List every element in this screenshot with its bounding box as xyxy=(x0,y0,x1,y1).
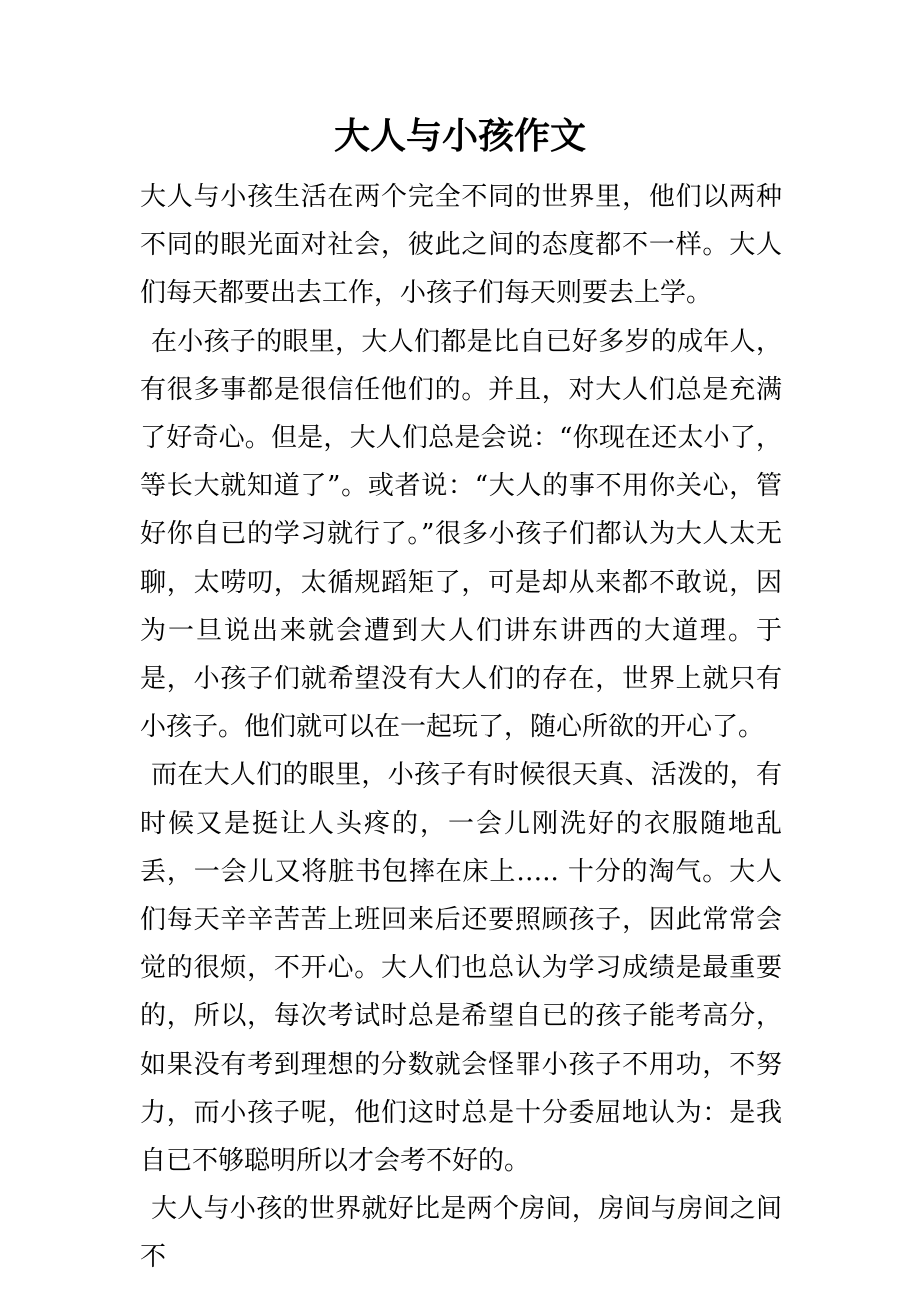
document-title: 大人与小孩作文 xyxy=(333,115,586,157)
paragraph-3: 而在大人们的眼里，小孩子有时候很天真、活泼的，有时候又是挺让人头疼的，一会儿刚洗好的衣服随地乱丢，一会儿又将脏书包摔在床上….. 十分的淘气。大人们每天辛辛苦苦上班回来后还要照顾孩子，因此常常会觉的很烦，不开心。大人们也总认为学习成绩是最重要的，所以，每次考试时总是希望自已的孩子能考高分，如果没有考到理想的分数就会怪罪小孩子不用功，不努力，而小孩子呢，他们这时总是十分委屈地认为：是我自已不够聪明所以才会考不好的。 xyxy=(140,760,782,1177)
paragraph-1: 大人与小孩生活在两个完全不同的世界里，他们以两种不同的眼光面对社会，彼此之间的态度都不一样。大人们每天都要出去工作，小孩子们每天则要去上学。 xyxy=(140,182,782,309)
document-body xyxy=(140,173,782,1282)
paragraph-4: 大人与小孩的世界就好比是两个房间，房间与房间之间不 xyxy=(140,1194,782,1273)
paragraph-2: 在小孩子的眼里，大人们都是比自已好多岁的成年人，有很多事都是很信任他们的。并且，对大人们总是充满了好奇心。但是，大人们总是会说：“你现在还太小了，等长大就知道了”。或者说：“大人的事不用你关心，管好你自已的学习就行了。”很多小孩子们都认为大人太无聊，太唠叨，太循规蹈矩了，可是却从来都不敢说，因为一旦说出来就会遭到大人们讲东讲西的大道理。于是，小孩子们就希望没有大人们的存在，世界上就只有小孩子。他们就可以在一起玩了，随心所欲的开心了。 xyxy=(140,326,782,743)
